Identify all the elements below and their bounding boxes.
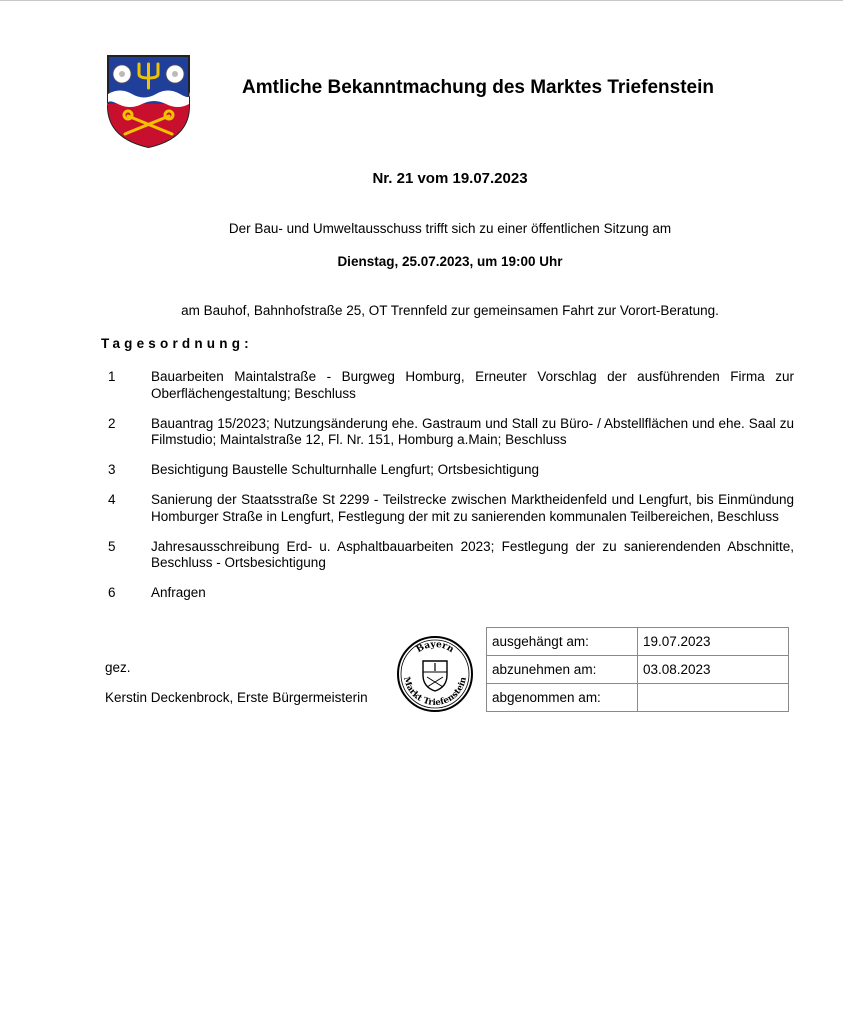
posting-label: ausgehängt am:: [487, 628, 638, 656]
posting-value: [638, 684, 789, 712]
agenda-item: [108, 539, 794, 572]
agenda-item: [108, 369, 794, 402]
agenda-list: [108, 369, 794, 615]
table-row: [487, 628, 789, 656]
seal-top-text: Bayern: [414, 639, 456, 656]
posting-dates-table: [486, 627, 789, 712]
signer-name: Kerstin Deckenbrock, Erste Bürgermeisterin: [105, 690, 368, 705]
table-row: [487, 656, 789, 684]
agenda-heading: Tagesordnung:: [101, 336, 253, 351]
agenda-item-number: 6: [108, 585, 116, 600]
coat-of-arms-icon: [106, 54, 191, 149]
agenda-item: [108, 585, 794, 602]
official-seal-icon: [396, 635, 474, 713]
agenda-item-number: 1: [108, 369, 116, 384]
posting-label: abgenommen am:: [487, 684, 638, 712]
announcement-number: Nr. 21 vom 19.07.2023: [372, 170, 528, 187]
agenda-item-number: 3: [108, 462, 116, 477]
agenda-item-text: Jahresausschreibung Erd- u. Asphaltbauarbeiten 2023; Festlegung der zu sanierendenden Abschnitte, Beschluss - Ortsbesichtigung: [151, 538, 794, 570]
page-title: Amtliche Bekanntmachung des Marktes Triefenstein: [242, 77, 714, 98]
agenda-item-text: Sanierung der Staatsstraße St 2299 - Teilstrecke zwischen Marktheidenfeld und Lengfurt, bis Einmündung Homburger Straße in Lengfurt, Festlegung der mit zu sanierenden kommunalen Teilbereichen, Beschluss: [151, 492, 794, 524]
meeting-place: am Bauhof, Bahnhofstraße 25, OT Trennfeld zur gemeinsamen Fahrt zur Vorort-Beratung.: [181, 303, 719, 318]
posting-value: 19.07.2023: [638, 628, 789, 656]
agenda-item: [108, 416, 794, 449]
seal-bottom-text: Markt Triefenstein: [400, 675, 469, 709]
agenda-item-text: Bauarbeiten Maintalstraße - Burgweg Homburg, Erneuter Vorschlag der ausführenden Firma zur Oberflächengestaltung; Beschluss: [151, 369, 794, 401]
agenda-item-text: Besichtigung Baustelle Schulturnhalle Lengfurt; Ortsbesichtigung: [151, 462, 539, 477]
table-row: [487, 684, 789, 712]
agenda-item: [108, 462, 794, 479]
agenda-item-text: Anfragen: [151, 585, 206, 600]
meeting-datetime: Dienstag, 25.07.2023, um 19:00 Uhr: [337, 254, 563, 269]
page-top-border: [0, 0, 843, 1]
agenda-item-number: 2: [108, 415, 116, 431]
agenda-item-number: 4: [108, 492, 116, 507]
agenda-item: [108, 492, 794, 525]
agenda-item-text: Bauantrag 15/2023; Nutzungsänderung ehe. Gastraum und Stall zu Büro- / Abstellflächen und ehe. Saal zu Filmstudio; Maintalstraße 12, Fl. Nr. 151, Homburg a.Main; Beschluss: [151, 415, 794, 447]
agenda-item-number: 5: [108, 538, 116, 554]
posting-value: 03.08.2023: [638, 656, 789, 684]
meeting-intro: Der Bau- und Umweltausschuss trifft sich zu einer öffentlichen Sitzung am: [228, 221, 672, 236]
signature-gez: gez.: [105, 660, 131, 675]
posting-label: abzunehmen am:: [487, 656, 638, 684]
